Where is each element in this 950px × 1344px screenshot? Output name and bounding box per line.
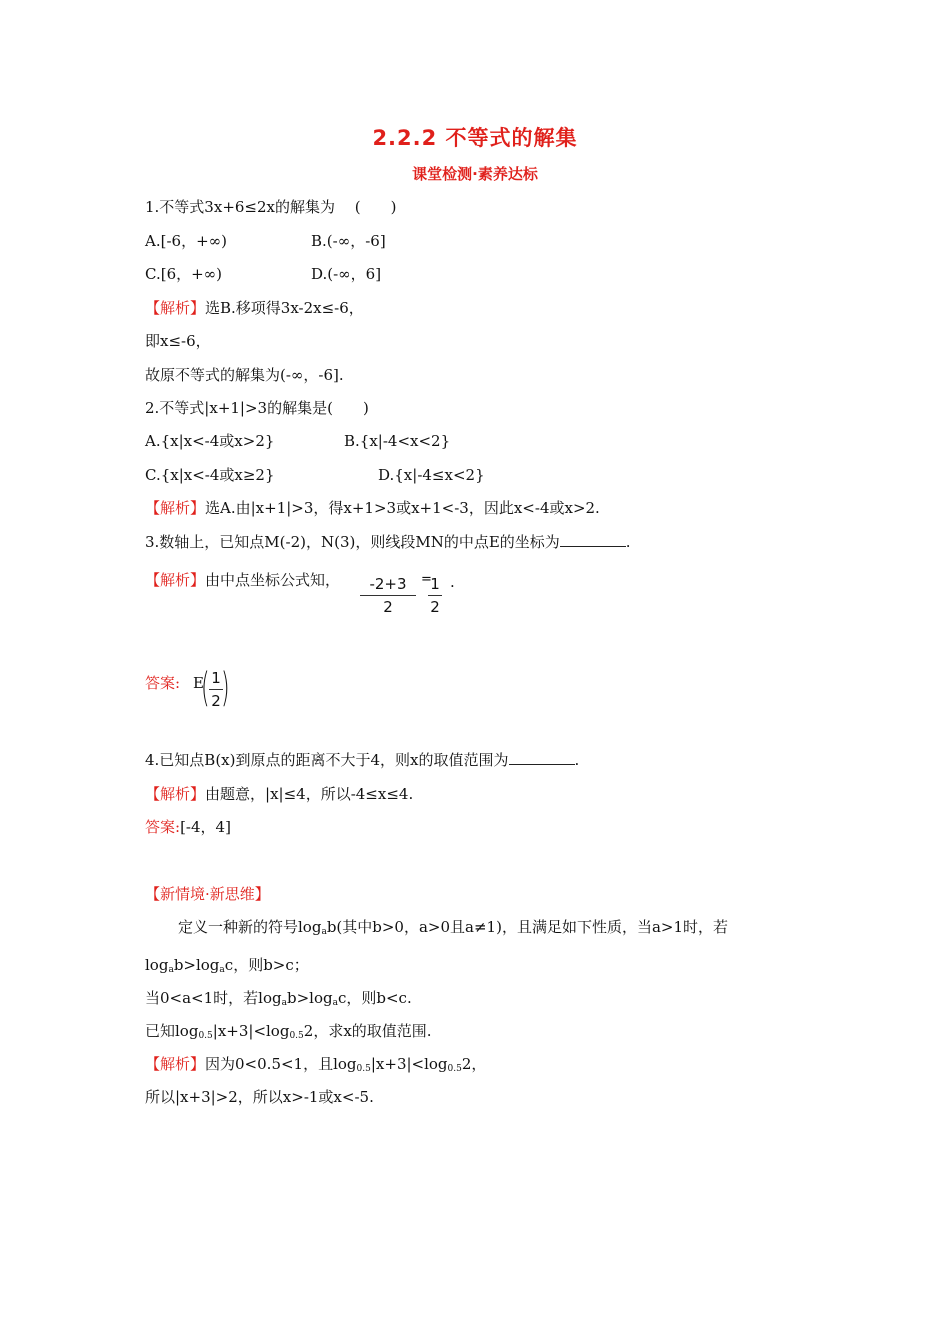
q1-stem: 1.不等式3x+6≤2x的解集为 ( ) xyxy=(145,198,397,216)
text: |x+3|<log xyxy=(212,1022,290,1040)
q4-stem-text: 4.已知点B(x)到原点的距离不大于4，则x的取值范围为 xyxy=(145,751,509,769)
text: c，则b<c. xyxy=(337,989,412,1007)
answer-tag: 答案: xyxy=(145,818,181,836)
q5-paragraph-1 xyxy=(178,917,728,942)
subscript: a xyxy=(321,927,327,937)
q5-analysis-line2: 所以|x+3|>2，所以x>-1或x<-5. xyxy=(145,1088,374,1106)
q1-option-c: C.[6，+∞) xyxy=(145,265,223,283)
text: c，则b>c； xyxy=(224,956,309,974)
fraction-numerator: 1 xyxy=(430,575,440,593)
subscript: a xyxy=(219,965,225,975)
fraction-bar xyxy=(360,595,416,596)
subscript: a xyxy=(281,998,287,1008)
text: b>log xyxy=(173,956,220,974)
fraction-numerator: 1 xyxy=(211,669,221,687)
text: |x+3|<log xyxy=(370,1055,448,1073)
analysis-tag: 【解析】 xyxy=(145,1055,206,1073)
q2-analysis-text: 选A.由|x+1|>3，得x+1>3或x+1<-3，因此x<-4或x>2. xyxy=(205,499,600,517)
analysis-tag: 【解析】 xyxy=(145,299,206,317)
q5-paragraph-4 xyxy=(145,1021,432,1046)
q5-analysis xyxy=(145,1054,486,1079)
text: 定义一种新的符号log xyxy=(178,918,322,936)
q3-answer-tag: 答案: xyxy=(145,674,181,692)
q3-analysis-text: 由中点坐标公式知， xyxy=(205,571,341,589)
fraction-bar xyxy=(428,595,442,596)
midpoint-fraction xyxy=(360,574,416,617)
text: b>log xyxy=(286,989,333,1007)
q2-option-b: B.{x|-4<x<2} xyxy=(344,432,451,450)
result-fraction xyxy=(428,574,442,617)
q4-analysis xyxy=(145,784,413,804)
text: 2，求x的取值范围. xyxy=(303,1022,432,1040)
period: . xyxy=(450,573,455,591)
subscript: a xyxy=(332,998,338,1008)
q3-stem-text: 3.数轴上，已知点M(-2)，N(3)，则线段MN的中点E的坐标为 xyxy=(145,533,560,551)
right-paren: ) xyxy=(221,665,230,711)
q3-stem-end: . xyxy=(625,533,631,551)
q2-option-a: A.{x|x<-4或x>2} xyxy=(145,432,275,450)
answer-blank xyxy=(560,532,626,547)
subscript: a xyxy=(168,965,174,975)
page-subtitle: 课堂检测·素养达标 xyxy=(412,165,538,183)
text: 因为0<0.5<1，且log xyxy=(205,1055,357,1073)
fraction-denominator: 2 xyxy=(430,598,440,616)
q3-analysis xyxy=(145,570,340,590)
text: 已知log xyxy=(145,1022,199,1040)
analysis-tag: 【解析】 xyxy=(145,499,206,517)
q2-option-c: C.{x|x<-4或x≥2} xyxy=(145,466,275,484)
q1-analysis-line3: 故原不等式的解集为(-∞，-6]. xyxy=(145,366,344,384)
q5-paragraph-2 xyxy=(145,955,309,980)
subscript: 0.5 xyxy=(447,1064,462,1074)
q1-analysis-line2: 即x≤-6， xyxy=(145,332,211,350)
fraction-denominator: 2 xyxy=(211,692,221,710)
analysis-tag: 【解析】 xyxy=(145,785,206,803)
subscript: 0.5 xyxy=(356,1064,371,1074)
q1-analysis-text: 选B.移项得3x-2x≤-6， xyxy=(205,299,364,317)
q1-analysis xyxy=(145,298,364,318)
section-tag: 【新情境·新思维】 xyxy=(145,885,270,903)
q4-stem xyxy=(145,750,579,770)
equals-sign: = xyxy=(421,572,432,587)
q3-stem xyxy=(145,532,631,552)
q4-stem-end: . xyxy=(574,751,580,769)
q2-option-d: D.{x|-4≤x<2} xyxy=(378,466,485,484)
q3-answer-prefix: E xyxy=(193,674,204,692)
left-paren: ( xyxy=(201,665,210,711)
fraction-denominator: 2 xyxy=(383,598,393,616)
text: 2， xyxy=(461,1055,487,1073)
q4-answer xyxy=(145,817,231,837)
q4-answer-text: [-4，4] xyxy=(180,818,231,836)
q4-analysis-text: 由题意，|x|≤4，所以-4≤x≤4. xyxy=(205,785,414,803)
q2-analysis xyxy=(145,498,600,518)
q1-option-a: A.[-6，+∞) xyxy=(145,232,227,250)
answer-blank xyxy=(509,750,575,765)
page-title: 2.2.2 不等式的解集 xyxy=(372,126,578,150)
subscript: 0.5 xyxy=(198,1031,213,1041)
text: b(其中b>0，a>0且a≠1)，且满足如下性质，当a>1时，若 xyxy=(326,918,728,936)
q1-option-b: B.(-∞，-6] xyxy=(311,232,386,250)
text: log xyxy=(145,956,169,974)
fraction-numerator: -2+3 xyxy=(369,575,407,593)
text: 当0<a<1时，若log xyxy=(145,989,282,1007)
analysis-tag: 【解析】 xyxy=(145,571,206,589)
subscript: 0.5 xyxy=(289,1031,304,1041)
q1-option-d: D.(-∞，6] xyxy=(311,265,382,283)
q2-stem: 2.不等式|x+1|>3的解集是( ) xyxy=(145,399,369,417)
q5-paragraph-3 xyxy=(145,988,412,1013)
